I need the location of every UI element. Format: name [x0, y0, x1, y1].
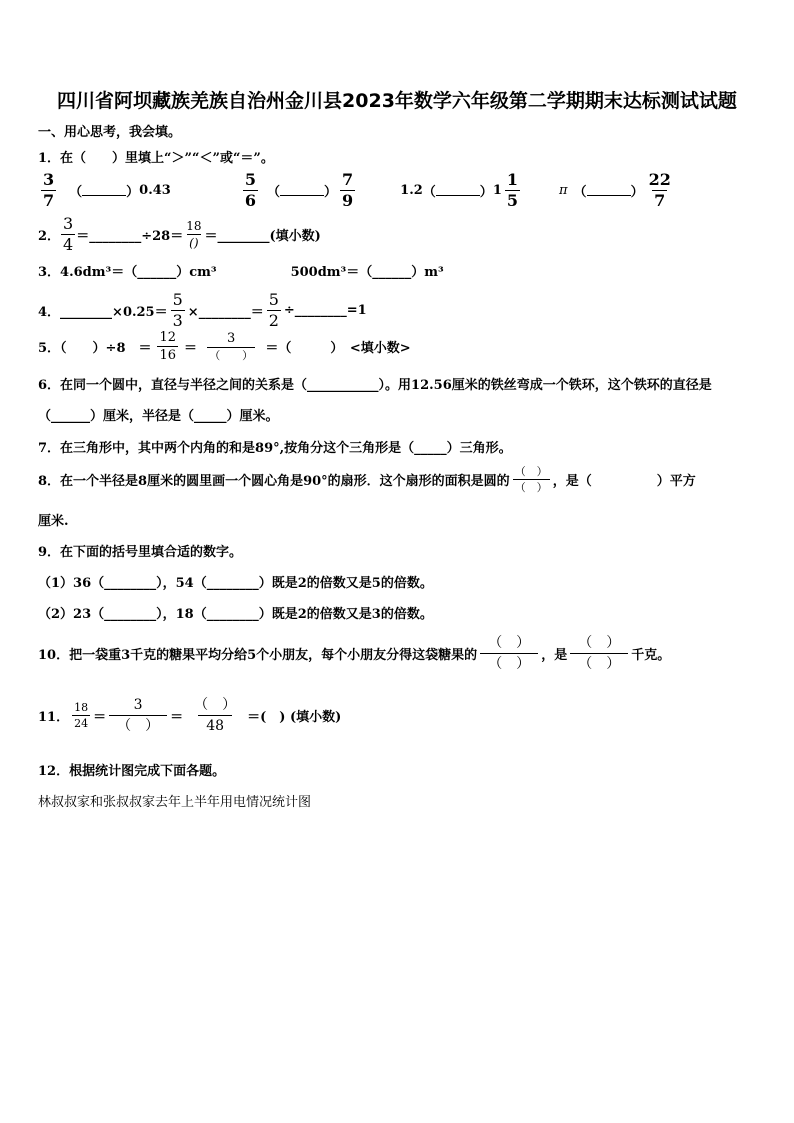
- fraction: $\frac{18}{()}$: [186, 219, 202, 250]
- fraction: $\frac{5}{2}$: [268, 290, 279, 330]
- question-10: 10．把一袋重3千克的糖果平均分给5个小朋友，每个小朋友分得这袋糖果的 $\frac{( )}{( )}$ ，是 $\frac{( )}{( )}$ 千克。: [38, 635, 671, 672]
- question-3: 3．4.6dm³＝（______）cm³ 500dm³＝（______）m³: [38, 265, 444, 280]
- fraction: $\frac{( )}{( )}$: [570, 636, 628, 671]
- value-text: 0.43: [139, 183, 171, 198]
- question-1-items: $\frac{3}{7}$ （ ） 0.43 $\frac{5}{6}$ （ ） $\frac{7}{9}$ 1.2 （ ） 1 $\frac{1}{5}$ π （ ） $\frac{22}{7}$: [43, 170, 671, 210]
- fraction: $\frac{1}{5}$: [506, 170, 518, 210]
- question-8-line-2: 厘米.: [38, 514, 69, 529]
- fraction: $\frac{3}{4}$: [63, 214, 74, 254]
- fraction: $\frac{( )}{48}$: [194, 697, 237, 734]
- section-heading: 一、用心思考，我会填。: [38, 125, 182, 140]
- fraction: $\frac{( )}{( )}$: [480, 636, 538, 671]
- question-5: 5．（ ）÷8 ＝ $\frac{12}{16}$ ＝ $\frac{3}{( )}$ ＝（ ） <填小数>: [38, 330, 411, 363]
- value-text: 1.2: [400, 183, 423, 198]
- question-12: 12．根据统计图完成下面各题。: [38, 764, 226, 779]
- pi-symbol: π: [559, 183, 568, 198]
- fraction: $\frac{( )}{( )}$: [514, 465, 548, 494]
- value-text: 1: [492, 183, 502, 198]
- question-8: 8．在一个半径是8厘米的圆里画一个圆心角是90°的扇形．这个扇形的面积是圆的 $\frac{( )}{( )}$ ，是（ ）平方: [38, 465, 696, 494]
- fraction: $\frac{3}{( )}$: [209, 331, 254, 362]
- chart-caption: 林叔叔家和张叔叔家去年上半年用电情况统计图: [38, 795, 312, 810]
- fraction: $\frac{5}{3}$: [172, 290, 183, 330]
- fraction: $\frac{3}{( )}$: [109, 698, 167, 733]
- fraction: $\frac{3}{7}$: [43, 170, 55, 210]
- fraction: $\frac{7}{9}$: [342, 170, 354, 210]
- question-7: 7．在三角形中，其中两个内角的和是89°,按角分这个三角形是（_____）三角形。: [38, 441, 512, 456]
- question-6-line-1: 6．在同一个圆中，直径与半径之间的关系是（___________）。用12.56厘米的铁丝弯成一个铁环，这个铁环的直径是: [38, 378, 712, 393]
- question-1: 1．在（ ）里填上“＞”“＜”或“＝”。: [38, 151, 274, 166]
- question-9: 9．在下面的括号里填合适的数字。: [38, 545, 243, 560]
- question-9-part-2: （2）23（________），18（________）既是2的倍数又是3的倍数。: [38, 607, 433, 622]
- question-2: 2． $\frac{3}{4}$ ＝________÷28＝ $\frac{18}{()}$ ＝________(填小数): [38, 214, 321, 254]
- fraction: $\frac{22}{7}$: [648, 170, 671, 210]
- question-11: 11． $\frac{18}{24}$ ＝ $\frac{3}{( )}$ ＝ $\frac{( )}{48}$ ＝( ) (填小数): [38, 697, 342, 734]
- page-title: 四川省阿坝藏族羌族自治州金川县2023年数学六年级第二学期期末达标测试试题: [57, 90, 737, 112]
- question-6-line-2: （______）厘米，半径是（_____）厘米。: [38, 409, 279, 424]
- fraction: $\frac{18}{24}$: [74, 701, 89, 730]
- question-4: 4．________×0.25＝ $\frac{5}{3}$ ×________＝ $\frac{5}{2}$ ÷________=1: [38, 290, 367, 330]
- fraction: $\frac{5}{6}$: [244, 170, 256, 210]
- question-9-part-1: （1）36（________），54（________）既是2的倍数又是5的倍数。: [38, 576, 433, 591]
- fraction: $\frac{12}{16}$: [159, 330, 177, 363]
